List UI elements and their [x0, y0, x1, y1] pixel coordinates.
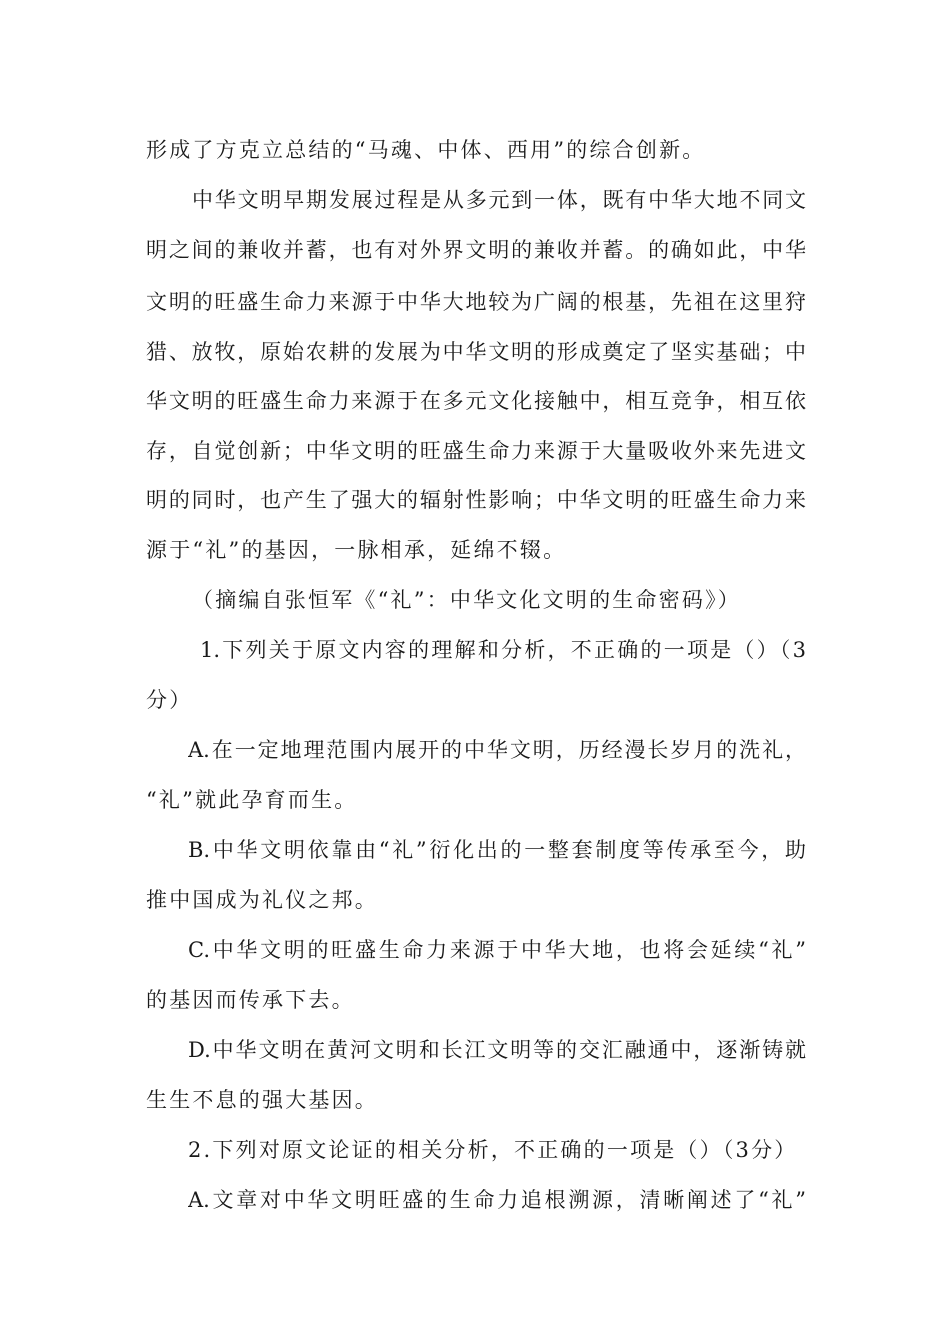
question-1-option-c: C.中华文明的旺盛生命力来源于中华大地，也将会延续“礼”	[188, 938, 806, 962]
question-1-option-c: 的基因而传承下去。	[146, 988, 355, 1012]
question-1-option-b: B.中华文明依靠由“礼”衍化出的一整套制度等传承至今，助	[188, 838, 806, 862]
question-2-stem: 2.下列对原文论证的相关分析，不正确的一项是（）（3分）	[188, 1138, 798, 1162]
question-1-stem: 分）	[146, 688, 193, 712]
paragraph-line: 明的同时，也产生了强大的辐射性影响；中华文明的旺盛生命力来	[146, 488, 806, 512]
paragraph-line: 明之间的兼收并蓄，也有对外界文明的兼收并蓄。的确如此，中华	[146, 238, 806, 262]
paragraph-line: 存，自觉创新；中华文明的旺盛生命力来源于大量吸收外来先进文	[146, 439, 806, 463]
question-1-stem: 1.下列关于原文内容的理解和分析，不正确的一项是（）（3	[200, 638, 806, 662]
paragraph-line: 形成了方克立总结的“马魂、中体、西用”的综合创新。	[146, 138, 706, 162]
question-1-option-a: “礼”就此孕育而生。	[146, 788, 358, 812]
paragraph-line: 猎、放牧，原始农耕的发展为中华文明的形成奠定了坚实基础；中	[146, 340, 806, 364]
source-citation: （摘编自张恒军《“礼”：中华文化文明的生命密码》）	[192, 588, 741, 612]
paragraph-line: 文明的旺盛生命力来源于中华大地较为广阔的根基，先祖在这里狩	[146, 290, 806, 314]
question-2-option-a: A.文章对中华文明旺盛的生命力追根溯源，清晰阐述了“礼”	[188, 1188, 806, 1212]
question-1-option-d: D.中华文明在黄河文明和长江文明等的交汇融通中，逐渐铸就	[188, 1038, 806, 1062]
question-1-option-a: A.在一定地理范围内展开的中华文明，历经漫长岁月的洗礼，	[188, 738, 806, 762]
paragraph-line: 中华文明早期发展过程是从多元到一体，既有中华大地不同文	[192, 188, 806, 212]
paragraph-line: 源于“礼”的基因，一脉相承，延绵不辍。	[146, 538, 567, 562]
paragraph-line: 华文明的旺盛生命力来源于在多元文化接触中，相互竞争，相互依	[146, 389, 806, 413]
question-1-option-b: 推中国成为礼仪之邦。	[146, 888, 378, 912]
question-1-option-d: 生生不息的强大基因。	[146, 1088, 378, 1112]
